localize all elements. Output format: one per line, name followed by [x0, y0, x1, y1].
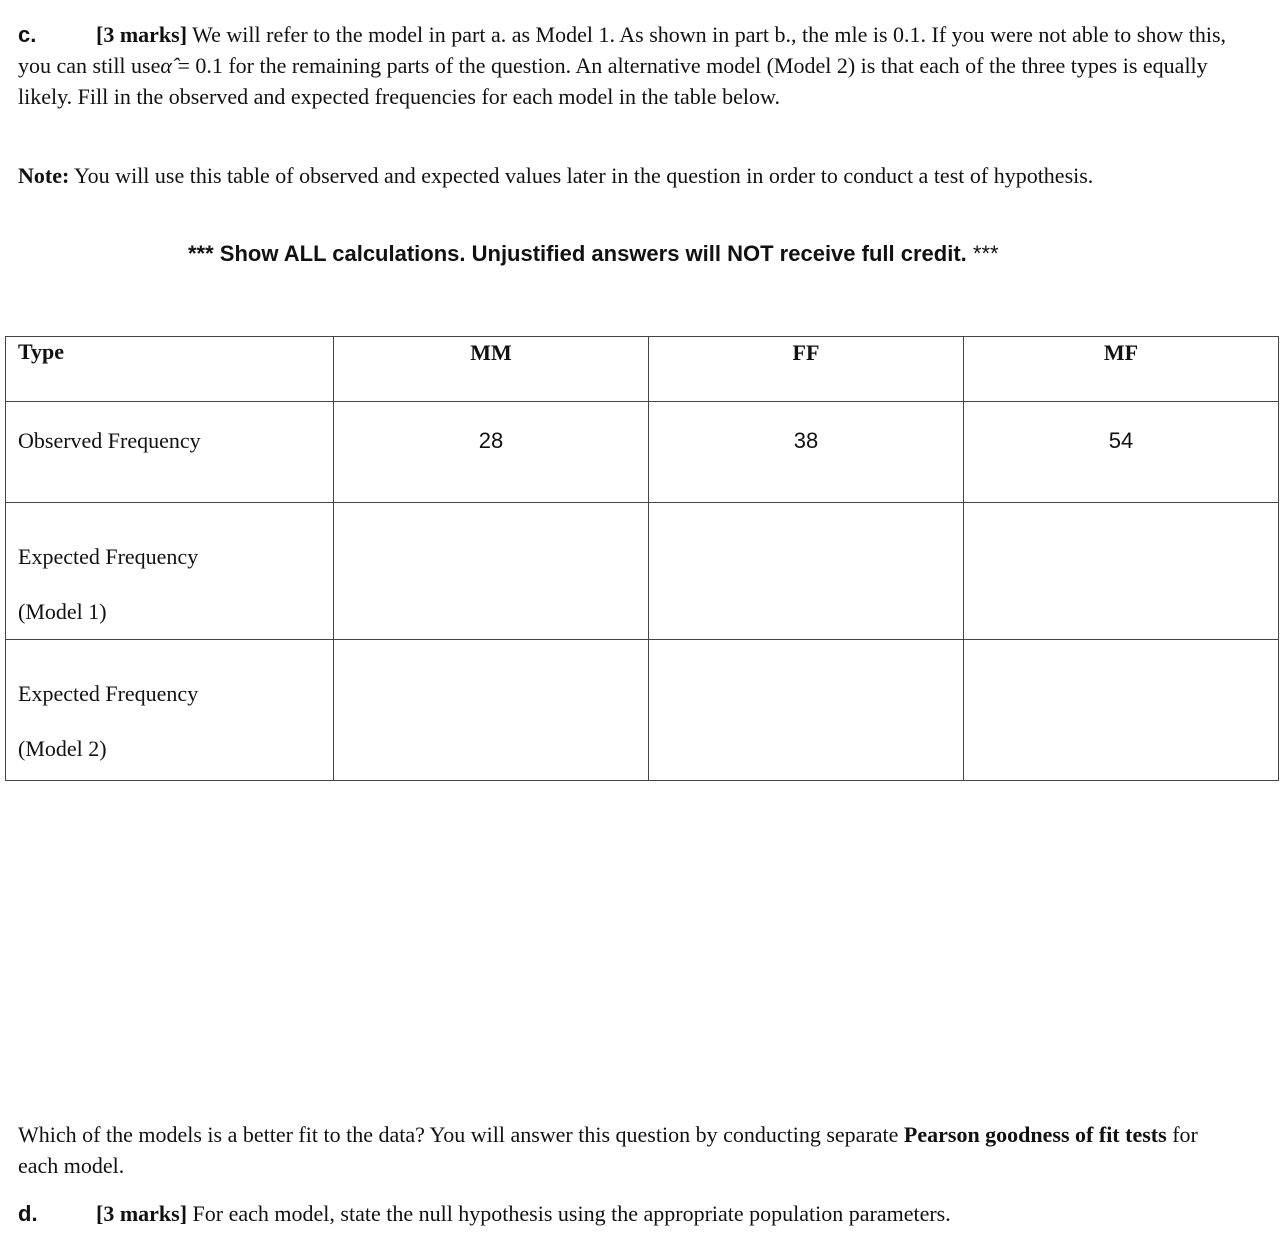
- part-c-letter: c.: [18, 22, 37, 47]
- header-ff-cell: [649, 337, 964, 402]
- observed-ff-cell: [649, 402, 964, 503]
- part-c-marks: [3 marks]: [96, 22, 188, 47]
- instruction-stars-left: ***: [188, 241, 214, 266]
- part-d-paragraph: [18, 1198, 1243, 1229]
- header-mm-cell: [334, 337, 649, 402]
- model2-label-line1: Expected Frequency: [18, 681, 199, 706]
- observed-mf-cell: [964, 402, 1279, 503]
- observed-mm-value: 28: [478, 428, 504, 453]
- alpha-hat-symbol: α̂: [160, 53, 172, 78]
- part-c-paragraph: [18, 19, 1243, 112]
- model2-ff-answer-cell[interactable]: [649, 640, 964, 781]
- question-text-after: for each model.: [18, 1122, 1198, 1178]
- observed-label: Observed Frequency: [18, 428, 201, 453]
- note-text: You will use this table of observed and expected values later in the question in order to conduct a test of hypothesis.: [69, 163, 1094, 188]
- header-mm-label: MM: [470, 340, 512, 365]
- model1-label-line1: Expected Frequency: [18, 544, 199, 569]
- observed-row: [6, 402, 1279, 503]
- instruction-text: Show ALL calculations. Unjustified answers will NOT receive full credit.: [213, 241, 967, 266]
- header-mf-label: MF: [1103, 340, 1139, 365]
- frequency-table: [5, 336, 1279, 781]
- model2-label-cell: [6, 640, 334, 781]
- model2-mm-answer-cell[interactable]: [334, 640, 649, 781]
- model1-mf-answer-cell[interactable]: [964, 503, 1279, 640]
- model2-label-line2: (Model 2): [18, 736, 107, 761]
- model1-label-line2: (Model 1): [18, 599, 107, 624]
- model1-label-cell: [6, 503, 334, 640]
- model1-mm-answer-cell[interactable]: [334, 503, 649, 640]
- question-bold-term: Pearson goodness of fit tests: [903, 1122, 1167, 1147]
- header-type-cell: [6, 337, 334, 402]
- expected-model2-row: [6, 640, 1279, 781]
- table-header-row: [6, 337, 1279, 402]
- part-c-text-after: = 0.1 for the remaining parts of the question. An alternative model (Model 2) is that each of the three types is equally likely. Fill in the observed and expected frequencies for each model in the table below.: [18, 53, 1208, 109]
- model-fit-question: [18, 1119, 1243, 1181]
- instruction-line: [188, 238, 999, 269]
- note-paragraph: [18, 160, 1243, 191]
- header-type-label: Type: [18, 339, 65, 364]
- part-c-text-before: We will refer to the model in part a. as Model 1. As shown in part b., the mle is 0.1. If you were not able to show this, you can still use: [18, 22, 1227, 78]
- part-d-text: For each model, state the null hypothesis using the appropriate population parameters.: [187, 1201, 951, 1226]
- header-ff-label: FF: [792, 340, 820, 365]
- question-text: Which of the models is a better fit to the data? You will answer this question by conducting separate: [18, 1122, 904, 1147]
- observed-label-cell: [6, 402, 334, 503]
- observed-mf-value: 54: [1108, 428, 1134, 453]
- instruction-stars-right: ***: [966, 241, 999, 266]
- part-d-marks: [3 marks]: [96, 1201, 188, 1226]
- observed-mm-cell: [334, 402, 649, 503]
- header-mf-cell: [964, 337, 1279, 402]
- expected-model1-row: [6, 503, 1279, 640]
- part-d-letter: d.: [18, 1201, 38, 1226]
- note-label: Note:: [18, 163, 70, 188]
- model1-ff-answer-cell[interactable]: [649, 503, 964, 640]
- model2-mf-answer-cell[interactable]: [964, 640, 1279, 781]
- observed-ff-value: 38: [793, 428, 819, 453]
